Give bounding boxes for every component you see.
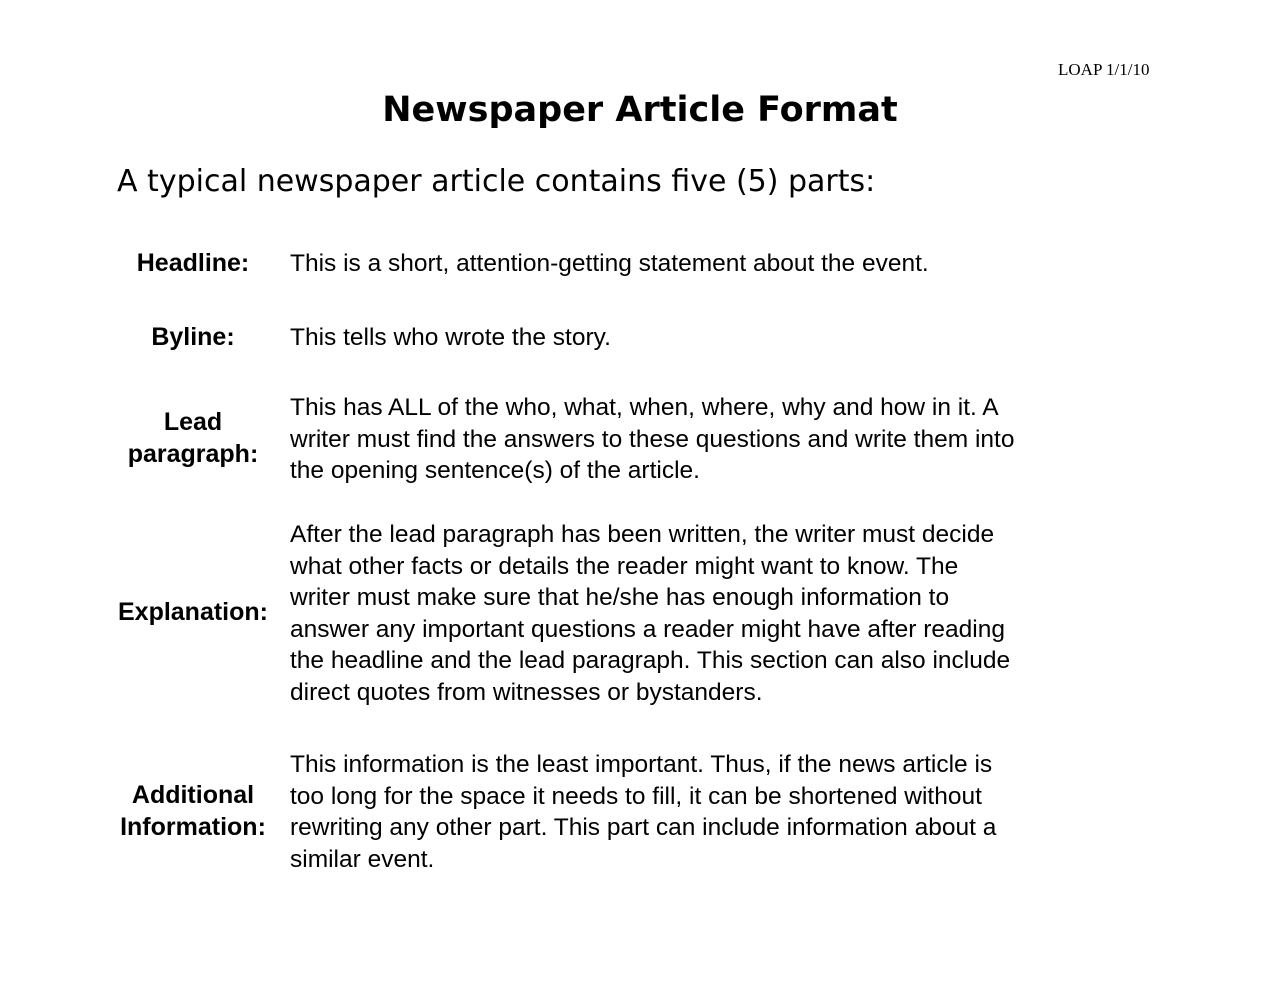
part-term: Explanation: [117,598,268,626]
part-term: Additional Information: [120,781,266,841]
page-title: Newspaper Article Format [382,90,898,130]
part-description: After the lead paragraph has been written, the writer must decide what other facts or details the reader might want to know. The writer must make sure that he/she has enough information to answer any important questions a reader might have after reading the headline and the lead paragraph. This section can also include direct quotes from witnesses or bystanders. [290,521,1011,706]
part-term: Headline: [136,249,250,277]
intro-text: A typical newspaper article contains five (5) parts: [117,164,876,199]
part-term: Lead paragraph: [127,408,259,468]
part-description: This is a short, attention-getting statement about the event. [290,250,929,277]
part-description: This has ALL of the who, what, when, where, why and how in it. A writer must find the answers to these questions and write them into the opening sentence(s) of the article. [290,394,1015,484]
part-term: Byline: [151,323,235,351]
document-code: LOAP 1/1/10 [1058,60,1150,79]
part-description: This information is the least important. Thus, if the news article is too long for the space it needs to fill, it can be shortened without rewriting any other part. This part can include information about a similar event. [290,751,997,873]
part-description: This tells who wrote the story. [290,324,611,351]
